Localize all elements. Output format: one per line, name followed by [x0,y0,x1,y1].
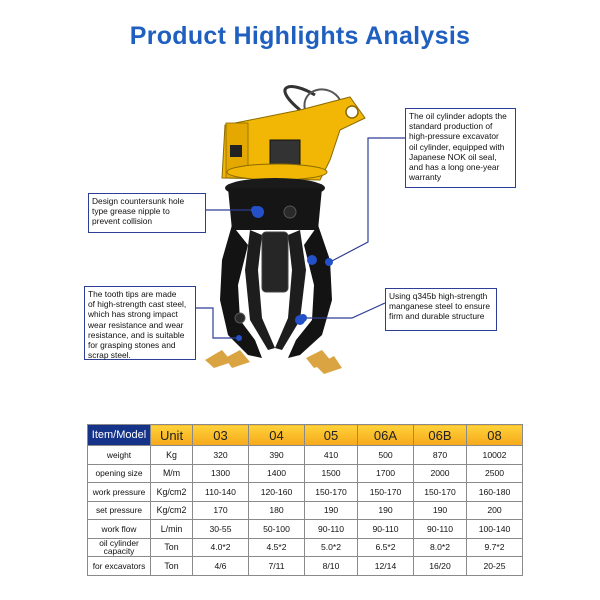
row-label: weight [88,446,151,465]
table-row [88,483,523,502]
value-cell: 10002 [467,446,523,465]
callout-line: The tooth tips are made [88,289,177,299]
header-cell: 06B [414,425,467,446]
callout-line: Using q345b high-strength [389,291,488,301]
page-title: Product Highlights Analysis [129,22,471,50]
row-label: work pressure [88,483,151,502]
callout-line: for grasping stones and [88,340,176,351]
value-cell: 50-100 [249,520,305,539]
table-row [88,520,523,539]
unit-cell: Kg [151,446,193,465]
callout-line: standard production of [409,121,493,132]
callout-line: Design countersunk hole [92,196,185,206]
value-cell: 4/6 [193,557,249,576]
callout-line: which has strong impact [88,309,178,320]
row-label: oil cylinder capacity [88,538,151,557]
callout-line: of high-strength cast steel, [88,299,187,310]
value-cell: 1700 [358,464,414,483]
table-header-row [88,425,523,446]
value-cell: 150-170 [305,483,358,502]
value-cell: 4.0*2 [193,538,249,557]
callout-line: scrap steel. [88,350,131,361]
value-cell: 90-110 [358,520,414,539]
callout-line: high-pressure excavator [409,131,499,142]
value-cell: 410 [305,446,358,465]
value-cell: 8/10 [305,557,358,576]
value-cell: 5.0*2 [305,538,358,557]
callout-line: The oil cylinder adopts the [409,111,507,121]
value-cell: 6.5*2 [358,538,414,557]
value-cell: 100-140 [467,520,523,539]
value-cell: 110-140 [193,483,249,502]
row-label: for excavators [88,557,151,576]
value-cell: 2500 [467,464,523,483]
callout-line: wear resistance and wear [88,319,184,330]
unit-cell: M/m [151,464,193,483]
callout-oil-cylinder [405,108,516,188]
header-cell: 05 [305,425,358,446]
value-cell: 30-55 [193,520,249,539]
value-cell: 200 [467,501,523,520]
value-cell: 9.7*2 [467,538,523,557]
value-cell: 150-170 [414,483,467,502]
row-label: set pressure [88,501,151,520]
callout-line: warranty [409,172,442,183]
value-cell: 90-110 [305,520,358,539]
value-cell: 320 [193,446,249,465]
callout-tooth-tips [84,286,196,360]
spec-table [87,424,523,576]
value-cell: 180 [249,501,305,520]
value-cell: 1300 [193,464,249,483]
value-cell: 1500 [305,464,358,483]
value-cell: 8.0*2 [414,538,467,557]
value-cell: 190 [358,501,414,520]
unit-cell: Kg/cm2 [151,483,193,502]
header-cell: 06A [358,425,414,446]
value-cell: 870 [414,446,467,465]
callout-line: and has a long one-year [409,162,500,173]
value-cell: 170 [193,501,249,520]
value-cell: 150-170 [358,483,414,502]
table-row [88,464,523,483]
callout-line: Japanese NOK oil seal, [409,151,497,162]
table-row [88,446,523,465]
value-cell: 160-180 [467,483,523,502]
value-cell: 4.5*2 [249,538,305,557]
value-cell: 190 [414,501,467,520]
header-cell: 03 [193,425,249,446]
value-cell: 1400 [249,464,305,483]
value-cell: 500 [358,446,414,465]
callout-line: manganese steel to ensure [389,301,491,312]
header-cell: 08 [467,425,523,446]
callout-line: oil cylinder, equipped with [409,141,505,152]
unit-cell: Ton [151,557,193,576]
unit-cell: Kg/cm2 [151,501,193,520]
row-label: opening size [88,464,151,483]
callout-grease-nipple [88,193,206,233]
value-cell: 90-110 [414,520,467,539]
value-cell: 7/11 [249,557,305,576]
header-cell: Item/Model [88,425,151,446]
callout-line: type grease nipple to [92,206,170,217]
table-row [88,501,523,520]
value-cell: 12/14 [358,557,414,576]
value-cell: 20-25 [467,557,523,576]
value-cell: 16/20 [414,557,467,576]
value-cell: 120-160 [249,483,305,502]
header-cell: Unit [151,425,193,446]
value-cell: 190 [305,501,358,520]
callout-line: firm and durable structure [389,311,485,322]
callout-line: prevent collision [92,216,153,227]
value-cell: 2000 [414,464,467,483]
value-cell: 390 [249,446,305,465]
table-row [88,557,523,576]
row-label: work flow [88,520,151,539]
unit-cell: L/min [151,520,193,539]
unit-cell: Ton [151,538,193,557]
table-row [88,538,523,557]
header-cell: 04 [249,425,305,446]
callout-manganese-steel [385,288,497,331]
callout-line: resistance, and is suitable [88,329,185,340]
